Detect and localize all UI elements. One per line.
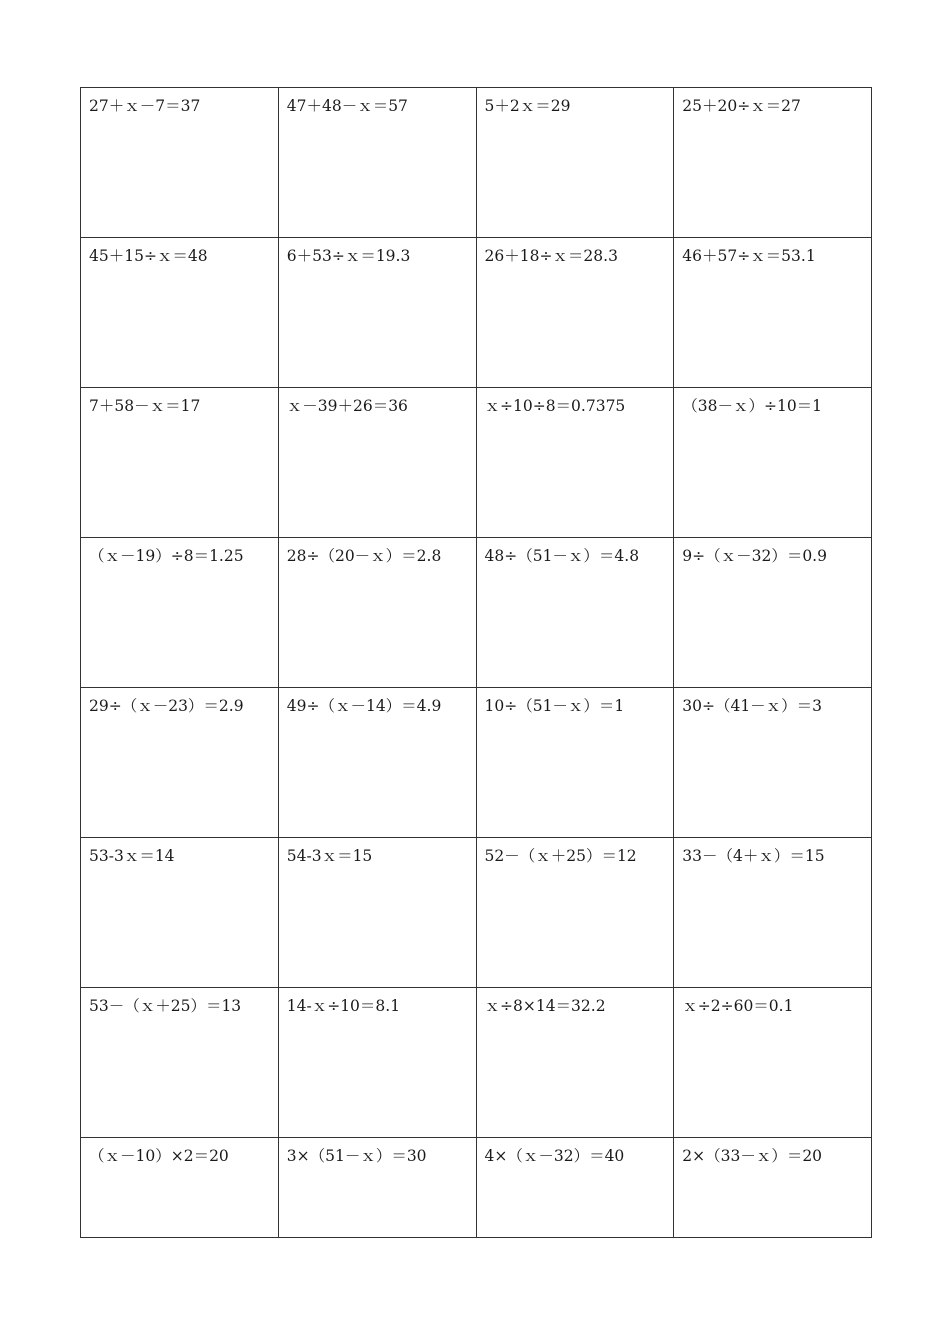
worksheet-row xyxy=(81,838,872,988)
worksheet-row xyxy=(81,88,872,238)
equation-cell: （ｘ－19）÷8＝1.25 xyxy=(81,538,279,688)
equation-cell: 46＋57÷ｘ＝53.1 xyxy=(674,238,872,388)
equation-cell: ｘ÷8×14＝32.2 xyxy=(476,988,674,1138)
equation-cell: ｘ÷2÷60＝0.1 xyxy=(674,988,872,1138)
equation-cell: 27＋ｘ－7＝37 xyxy=(81,88,279,238)
equation-cell: 30÷（41－ｘ）＝3 xyxy=(674,688,872,838)
equation-cell: 9÷（ｘ－32）＝0.9 xyxy=(674,538,872,688)
equation-cell: 48÷（51－ｘ）＝4.8 xyxy=(476,538,674,688)
worksheet-row xyxy=(81,238,872,388)
worksheet-row xyxy=(81,988,872,1138)
equation-cell: 3×（51－ｘ）＝30 xyxy=(278,1138,476,1238)
equation-cell: 28÷（20－ｘ）＝2.8 xyxy=(278,538,476,688)
equation-cell: 4×（ｘ－32）＝40 xyxy=(476,1138,674,1238)
equation-cell: ｘ－39＋26＝36 xyxy=(278,388,476,538)
equation-cell: 5＋2ｘ＝29 xyxy=(476,88,674,238)
worksheet-row xyxy=(81,688,872,838)
equation-cell: 54-3ｘ＝15 xyxy=(278,838,476,988)
equation-cell: 6＋53÷ｘ＝19.3 xyxy=(278,238,476,388)
equation-worksheet-table xyxy=(80,87,872,1238)
equation-cell: 45＋15÷ｘ＝48 xyxy=(81,238,279,388)
equation-cell: 25＋20÷ｘ＝27 xyxy=(674,88,872,238)
equation-cell: 49÷（ｘ－14）＝4.9 xyxy=(278,688,476,838)
equation-cell: ｘ÷10÷8＝0.7375 xyxy=(476,388,674,538)
equation-cell: 33－（4＋ｘ）＝15 xyxy=(674,838,872,988)
equation-cell: 47＋48－ｘ＝57 xyxy=(278,88,476,238)
equation-cell: 2×（33－ｘ）＝20 xyxy=(674,1138,872,1238)
worksheet-row xyxy=(81,538,872,688)
worksheet-row xyxy=(81,1138,872,1238)
equation-cell: （38－ｘ）÷10＝1 xyxy=(674,388,872,538)
equation-cell: 52－（ｘ＋25）＝12 xyxy=(476,838,674,988)
equation-cell: （ｘ－10）×2＝20 xyxy=(81,1138,279,1238)
equation-cell: 53-3ｘ＝14 xyxy=(81,838,279,988)
equation-cell: 7＋58－ｘ＝17 xyxy=(81,388,279,538)
equation-cell: 26＋18÷ｘ＝28.3 xyxy=(476,238,674,388)
equation-cell: 53－（ｘ＋25）＝13 xyxy=(81,988,279,1138)
equation-cell: 10÷（51－ｘ）＝1 xyxy=(476,688,674,838)
equation-cell: 29÷（ｘ－23）＝2.9 xyxy=(81,688,279,838)
worksheet-row xyxy=(81,388,872,538)
equation-cell: 14-ｘ÷10＝8.1 xyxy=(278,988,476,1138)
